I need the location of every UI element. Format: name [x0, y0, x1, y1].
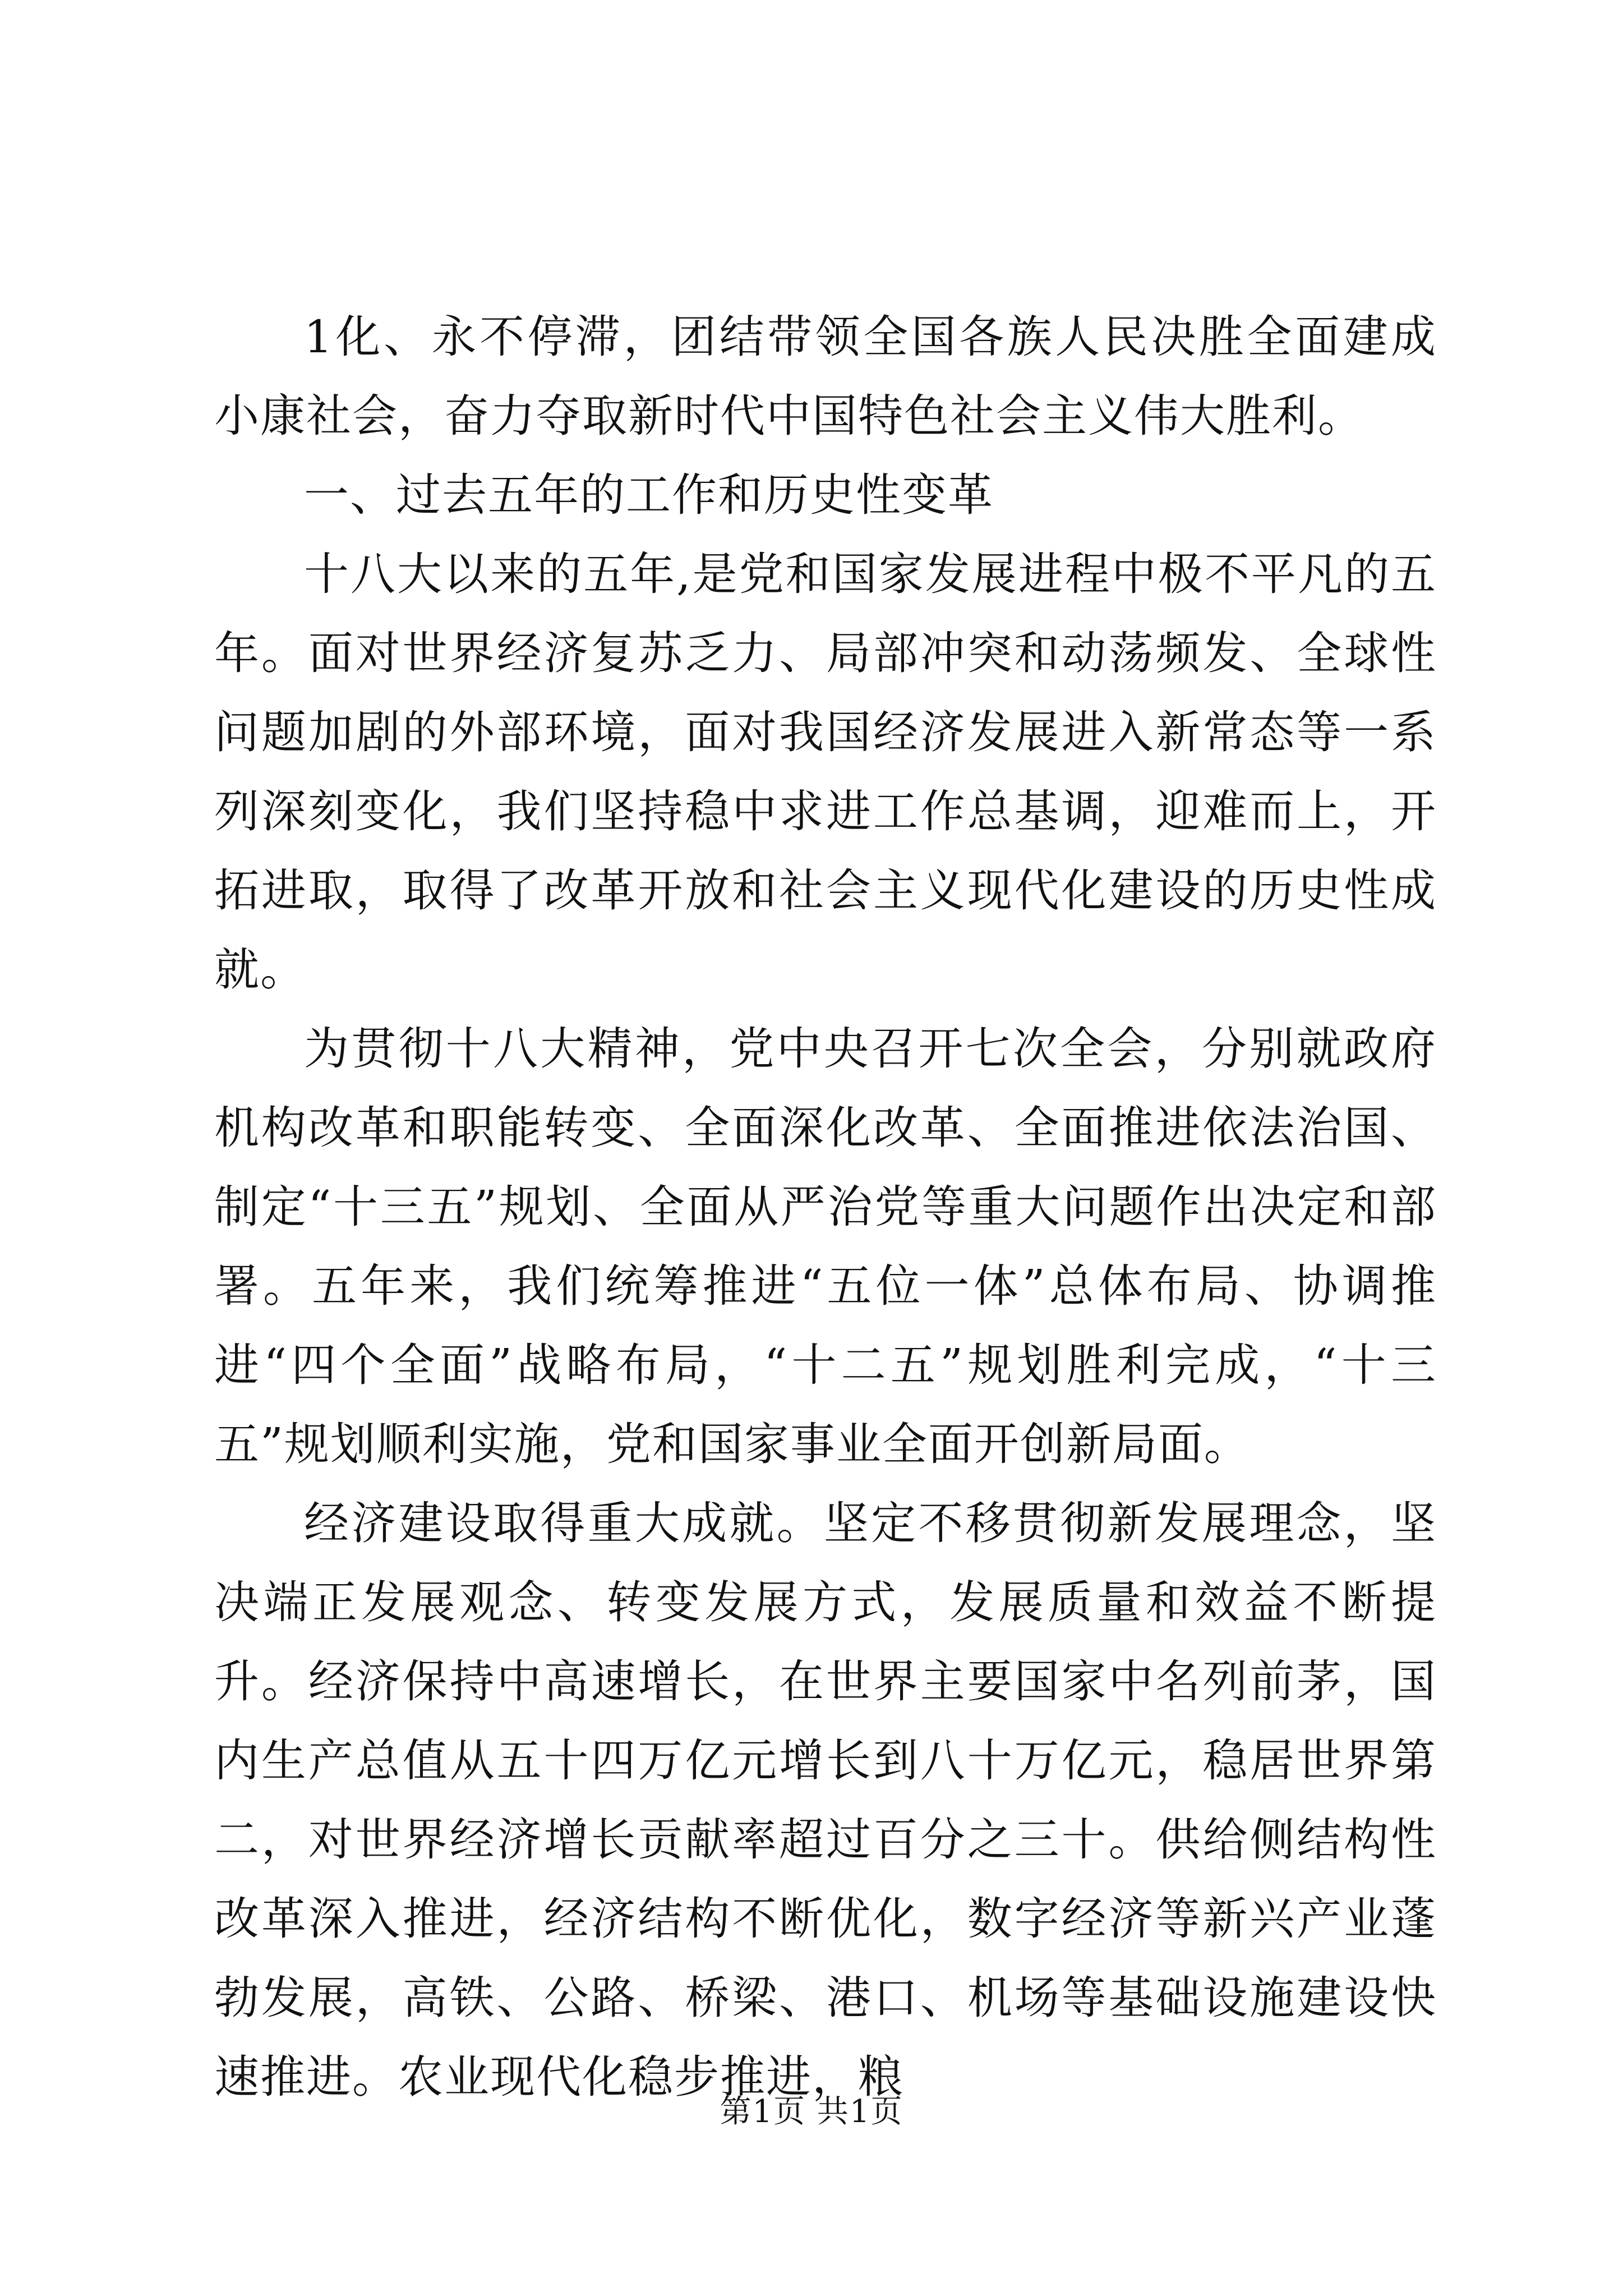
document-body — [214, 297, 1437, 2116]
paragraph-plenary-sessions: 为贯彻十八大精神，党中央召开七次全会，分别就政府机构改革和职能转变、全面深化改革、全面推进依法治国、制定“十三五”规划、全面从严治党等重大问题作出决定和部署。五年来，我们统筹推进“五位一体”总体布局、协调推进“四个全面”战略布局，“十二五”规划胜利完成，“十三五”规划顺利实施，党和国家事业全面开创新局面。 — [214, 1023, 1437, 1470]
page-footer: 第1页 共1页 — [720, 2093, 903, 2130]
section-heading: 一、过去五年的工作和历史性变革 — [304, 469, 994, 521]
paragraph-continuation: 1化、永不停滞，团结带领全国各族人民决胜全面建成小康社会，奋力夺取新时代中国特色社会主义伟大胜利。 — [214, 311, 1437, 442]
paragraph-five-years: 十八大以来的五年,是党和国家发展进程中极不平凡的五年。面对世界经济复苏乏力、局部冲突和动荡频发、全球性问题加剧的外部环境，面对我国经济发展进入新常态等一系列深刻变化，我们坚持稳中求进工作总基调，迎难而上，开拓进取，取得了改革开放和社会主义现代化建设的历史性成就。 — [214, 548, 1437, 996]
paragraph-economic-achievements: 经济建设取得重大成就。坚定不移贯彻新发展理念，坚决端正发展观念、转变发展方式，发展质量和效益不断提升。经济保持中高速增长，在世界主要国家中名列前茅，国内生产总值从五十四万亿元增长到八十万亿元，稳居世界第二，对世界经济增长贡献率超过百分之三十。供给侧结构性改革深入推进，经济结构不断优化，数字经济等新兴产业蓬勃发展，高铁、公路、桥梁、港口、机场等基础设施建设快速推进。农业现代化稳步推进，粮 — [214, 1497, 1437, 2103]
